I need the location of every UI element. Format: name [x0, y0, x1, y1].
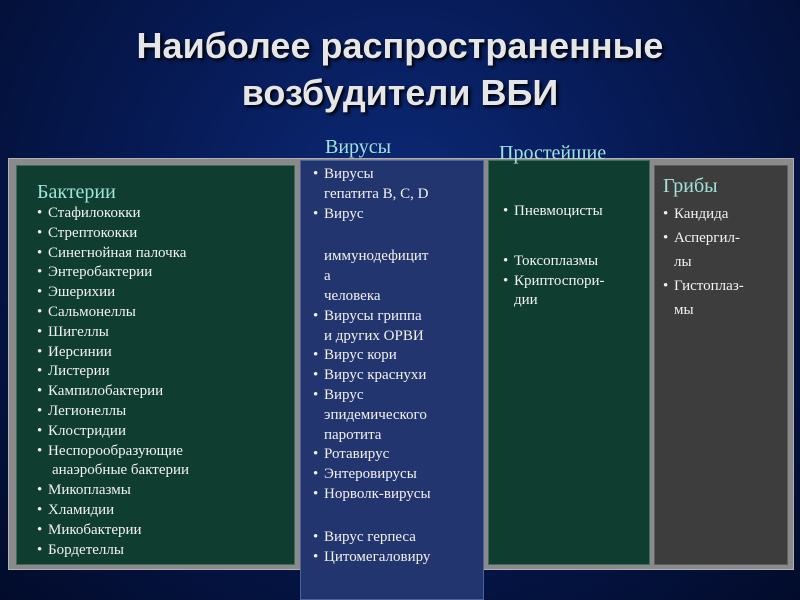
- list-item-continuation: гепатита B, C, D: [324, 185, 429, 202]
- list-item: • Микобактерии: [37, 521, 294, 541]
- fungi-column: [654, 165, 788, 565]
- fungi-heading: Грибы: [663, 175, 718, 197]
- list-item: • Кампилобактерии: [37, 382, 294, 402]
- list-item: • Легионеллы: [37, 402, 294, 422]
- list-item: • Синегнойная палочка: [37, 244, 294, 264]
- list-item: • Вирус герпеса: [313, 528, 483, 548]
- protozoa-heading: Простейшие: [499, 142, 607, 164]
- list-item-continuation: эпидемического: [324, 406, 427, 423]
- title-line-1: Наиболее распространенные: [136, 25, 664, 66]
- viruses-heading: Вирусы: [325, 136, 392, 158]
- list-item: • Сальмонеллы: [37, 303, 294, 323]
- list-item: • Криптоспори-: [503, 272, 649, 292]
- list-item-continuation: дии: [514, 292, 538, 309]
- list-item: • Хламидии: [37, 501, 294, 521]
- list-item-continuation: а: [324, 268, 331, 285]
- list-item: • Стафилококки: [37, 204, 294, 224]
- list-item: • Иерсинии: [37, 343, 294, 363]
- bacteria-list: [37, 204, 294, 560]
- viruses-column: [300, 136, 484, 600]
- protozoa-column: [488, 142, 650, 565]
- list-item: • Неспорообразующие: [37, 442, 294, 462]
- list-item: • Шигеллы: [37, 323, 294, 343]
- list-item-continuation: паротита: [324, 426, 382, 443]
- list-item: • Гистоплаз-: [663, 274, 787, 298]
- list-item: • Токсоплазмы: [503, 252, 649, 272]
- list-item: • Листерии: [37, 362, 294, 382]
- fungi-list: [663, 202, 787, 322]
- list-item: • Вирус: [313, 386, 483, 406]
- list-spacer: [313, 505, 483, 528]
- list-item-continuation: человека: [324, 287, 381, 304]
- bacteria-heading: Бактерии: [37, 181, 116, 203]
- list-item: • Цитомегаловиру: [313, 548, 483, 568]
- list-item-continuation: мы: [674, 302, 694, 318]
- list-item: • Микоплазмы: [37, 481, 294, 501]
- slide-title: [0, 22, 800, 116]
- list-item: • Норволк-вирусы: [313, 485, 483, 505]
- list-spacer: [503, 222, 649, 252]
- list-item: • Пневмоцисты: [503, 202, 649, 222]
- list-item: • Ротавирус: [313, 445, 483, 465]
- list-item: • Энтеробактерии: [37, 263, 294, 283]
- bacteria-column: [16, 165, 295, 565]
- list-item: • Кандида: [663, 202, 787, 226]
- list-spacer: [313, 224, 483, 247]
- list-item-continuation: и других ОРВИ: [324, 327, 424, 344]
- protozoa-list: [503, 202, 649, 311]
- list-item: • Энтеровирусы: [313, 465, 483, 485]
- list-item: • Бордетеллы: [37, 541, 294, 561]
- list-item-continuation: анаэробные бактерии: [52, 462, 190, 479]
- list-item: • Вирусы гриппа: [313, 307, 483, 327]
- viruses-list: [313, 165, 483, 567]
- list-item: • Вирус: [313, 205, 483, 225]
- list-item: • Вирус краснухи: [313, 366, 483, 386]
- list-item: • Аспергил-: [663, 226, 787, 250]
- list-item: • Стрептококки: [37, 224, 294, 244]
- list-item-continuation: иммунодефицит: [324, 248, 429, 265]
- list-item: • Эшерихии: [37, 283, 294, 303]
- list-item: • Клостридии: [37, 422, 294, 442]
- list-item-continuation: лы: [674, 254, 692, 270]
- list-item: • Вирус кори: [313, 346, 483, 366]
- title-line-2: возбудители ВБИ: [241, 72, 559, 113]
- list-item: • Вирусы: [313, 165, 483, 185]
